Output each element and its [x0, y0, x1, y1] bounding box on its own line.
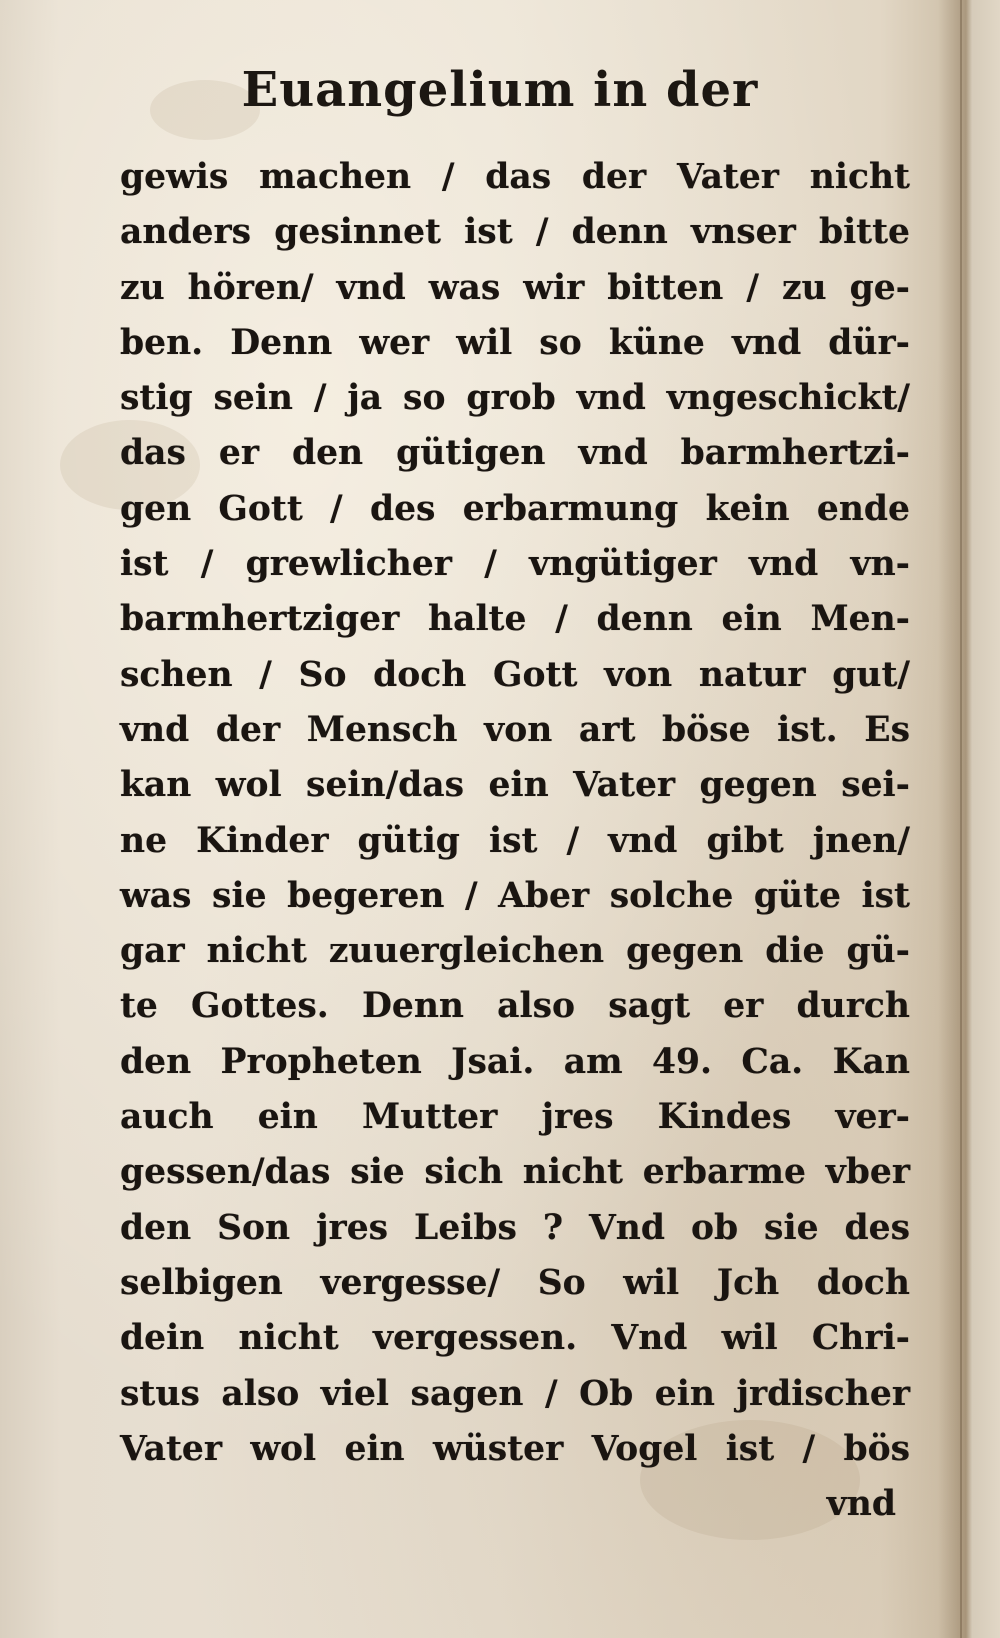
text-line: te Gottes. Denn also sagt er durch: [120, 986, 910, 1027]
text-line: schen / So doch Gott von natur gut/: [120, 654, 910, 695]
text-line: kan wol sein/das ein Vater gegen sei-: [120, 765, 910, 806]
text-line: barmhertziger halte / denn ein Men-: [120, 599, 910, 640]
text-line: den Propheten Jsai. am 49. Ca. Kan: [120, 1041, 910, 1082]
body-text: [120, 150, 910, 1532]
text-line: anders gesinnet ist / denn vnser bitte: [120, 212, 910, 253]
text-line: zu hören/ vnd was wir bitten / zu ge-: [120, 267, 910, 308]
text-line: was sie begeren / Aber solche güte ist: [120, 875, 910, 916]
page-gutter-shadow: [938, 0, 1000, 1638]
text-line: gen Gott / des erbarmung kein ende: [120, 488, 910, 529]
text-line: ist / grewlicher / vngütiger vnd vn-: [120, 544, 910, 585]
catchword: vnd: [826, 1484, 896, 1525]
page-edge: [960, 0, 962, 1638]
text-line: dein nicht vergessen. Vnd wil Chri-: [120, 1318, 910, 1359]
text-line: ben. Denn wer wil so küne vnd dür-: [120, 322, 910, 363]
text-line: Vater wol ein wüster Vogel ist / bös: [120, 1428, 910, 1469]
text-line: auch ein Mutter jres Kindes ver-: [120, 1097, 910, 1138]
text-line: selbigen vergesse/ So wil Jch doch: [120, 1262, 910, 1303]
text-line: vnd der Mensch von art böse ist. Es: [120, 709, 910, 750]
running-head: Euangelium in der: [241, 62, 759, 118]
text-line: gewis machen / das der Vater nicht: [120, 157, 910, 197]
text-line: stig sein / ja so grob vnd vngeschickt/: [120, 378, 910, 419]
text-line: gessen/das sie sich nicht erbarme vber: [120, 1152, 910, 1193]
text-line: stus also viel sagen / Ob ein jrdischer: [120, 1373, 910, 1414]
text-line: ne Kinder gütig ist / vnd gibt jnen/: [120, 820, 910, 861]
text-line: das er den gütigen vnd barmhertzi-: [120, 433, 910, 474]
text-line: den Son jres Leibs ? Vnd ob sie des: [120, 1207, 910, 1248]
text-line: gar nicht zuuergleichen gegen die gü-: [120, 931, 910, 972]
